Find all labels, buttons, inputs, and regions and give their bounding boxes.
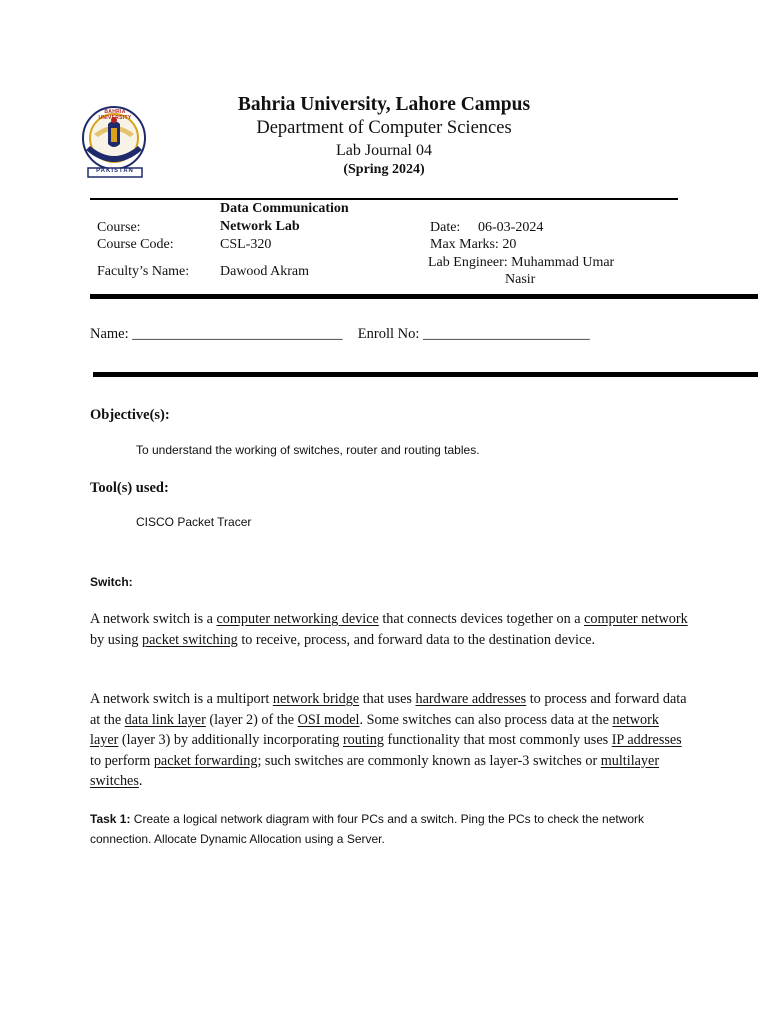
- university-title: Bahria University, Lahore Campus: [237, 94, 531, 115]
- tools-heading: Tool(s) used:: [90, 480, 169, 496]
- enroll-field[interactable]: _______________________: [423, 326, 590, 342]
- switch-heading: Switch:: [90, 575, 133, 589]
- enroll-label: Enroll No:: [357, 326, 420, 342]
- logo-top-text: BAHRIA UNIVERSITY: [98, 109, 132, 121]
- p2-text: functionality that most commonly uses: [383, 732, 612, 748]
- p2-text: . Some switches can also process data at the: [359, 711, 613, 728]
- link-network-layer[interactable]: network layer: [90, 711, 659, 748]
- task1-label: Task 1:: [90, 812, 131, 826]
- task1-paragraph: [90, 810, 690, 849]
- course-value-line2: Network Lab: [220, 219, 300, 234]
- code-value: CSL-320: [220, 237, 272, 252]
- p2-text: ; such switches are commonly known as layer-3 switches or: [257, 752, 601, 769]
- name-label: Name:: [90, 326, 129, 342]
- department-title: Department of Computer Sciences: [256, 118, 512, 138]
- p1-text: A network switch is a: [90, 611, 217, 627]
- header-divider: [90, 198, 678, 200]
- link-routing[interactable]: routing: [342, 732, 384, 748]
- p2-text: to process and forward data at the: [90, 691, 687, 728]
- lab-engineer-line2: Nasir: [505, 272, 536, 287]
- code-label: Course Code:: [97, 237, 174, 252]
- link-network-bridge[interactable]: network bridge: [272, 691, 360, 707]
- tools-text: CISCO Packet Tracer: [136, 515, 252, 529]
- faculty-value: Dawood Akram: [220, 264, 310, 279]
- link-ip-addresses[interactable]: IP addresses: [611, 732, 682, 748]
- p2-text: to perform: [90, 752, 154, 769]
- name-row: [90, 326, 590, 343]
- course-value-line1: Data Communication: [220, 201, 349, 216]
- task1-text: Create a logical network diagram with four PCs and a switch. Ping the PCs to check the network connection. Allocate Dynamic Allocation using a Server.: [90, 812, 645, 846]
- semester-title: (Spring 2024): [343, 162, 425, 177]
- faculty-label: Faculty’s Name:: [97, 264, 190, 279]
- course-label: Course:: [97, 220, 141, 235]
- p2-text: A network switch is a multiport: [90, 691, 273, 707]
- lab-engineer-line1: Lab Engineer: Muhammad Umar: [428, 255, 615, 270]
- p1-text: to receive, process, and forward data to the destination device.: [237, 631, 596, 648]
- student-divider: [93, 372, 758, 377]
- date-value: 06-03-2024: [478, 220, 544, 235]
- link-multilayer-switches[interactable]: multilayer switches: [90, 752, 660, 789]
- logo-bottom-text: PAKISTAN: [96, 168, 134, 174]
- date-label: Date:: [430, 220, 461, 235]
- p2-text: that uses: [359, 691, 416, 707]
- max-marks: Max Marks: 20: [430, 237, 517, 252]
- link-data-link-layer[interactable]: data link layer: [124, 711, 206, 728]
- link-computer-networking-device[interactable]: computer networking device: [216, 611, 379, 627]
- journal-title: Lab Journal 04: [336, 142, 432, 159]
- link-computer-network[interactable]: computer network: [584, 611, 688, 627]
- switch-paragraph-1: [90, 609, 690, 650]
- link-packet-switching[interactable]: packet switching: [142, 631, 238, 648]
- link-hardware-addresses[interactable]: hardware addresses: [415, 691, 527, 707]
- p2-text: (layer 3) by additionally incorporating: [118, 732, 343, 748]
- link-packet-forwarding[interactable]: packet forwarding: [153, 752, 258, 769]
- link-osi-model[interactable]: OSI model: [297, 711, 360, 728]
- objective-heading: Objective(s):: [90, 407, 170, 423]
- p1-text: by using: [90, 631, 143, 648]
- info-divider: [90, 294, 758, 299]
- switch-paragraph-2: [90, 689, 690, 792]
- objective-text: To understand the working of switches, router and routing tables.: [136, 443, 480, 457]
- name-field[interactable]: _____________________________: [132, 326, 343, 342]
- p1-text: that connects devices together on a: [378, 611, 585, 627]
- p2-text: .: [138, 773, 143, 789]
- p2-text: (layer 2) of the: [205, 711, 298, 728]
